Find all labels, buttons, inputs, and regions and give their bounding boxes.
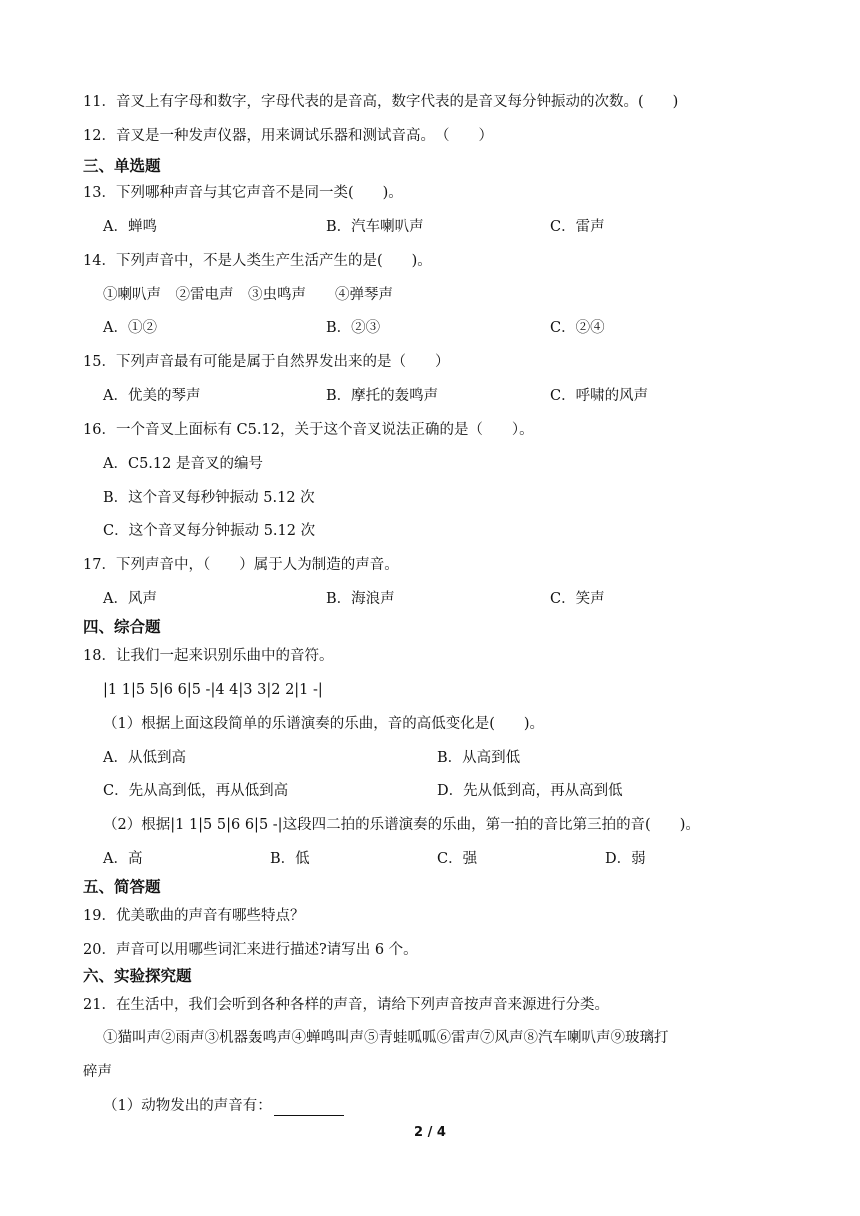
q16-option-a: A．C5.12 是音叉的编号: [103, 456, 263, 472]
q18-2-option-b: B．低: [270, 851, 310, 867]
question-14: 14．下列声音中，不是人类生产生活产生的是( )。: [83, 253, 432, 269]
answer-blank[interactable]: [274, 1099, 344, 1116]
question-12: 12．音叉是一种发声仪器，用来调试乐器和测试音高。 （ ）: [83, 128, 493, 144]
question-15: 15．下列声音最有可能是属于自然界发出来的是（ ）: [83, 354, 450, 370]
q14-option-c: C．②④: [550, 320, 605, 336]
question-18: 18．让我们一起来识别乐曲中的音符。: [83, 648, 334, 664]
q21-sub-question-1: [103, 1096, 344, 1116]
q14-option-b: B．②③: [326, 320, 381, 336]
question-11: 11．音叉上有字母和数字，字母代表的是音高，数字代表的是音叉每分钟振动的次数。( ): [83, 94, 679, 110]
q15-option-c: C．呼啸的风声: [550, 388, 649, 404]
q18-1-option-b: B．从高到低: [437, 750, 521, 766]
page-number: 2 / 4: [414, 1125, 446, 1140]
q17-option-b: B．海浪声: [326, 591, 395, 607]
question-21: 21．在生活中，我们会听到各种各样的声音，请给下列声音按声音来源进行分类。: [83, 997, 609, 1013]
section-heading-short-answer: 五、简答题: [83, 878, 161, 896]
q14-items: ①喇叭声 ②雷电声 ③虫鸣声 ④弹琴声: [103, 287, 393, 303]
q17-option-a: A．风声: [103, 591, 157, 607]
q13-option-b: B．汽车喇叭声: [326, 219, 424, 235]
q13-option-c: C．雷声: [550, 219, 605, 235]
question-13: 13．下列哪种声音与其它声音不是同一类( )。: [83, 185, 403, 201]
q15-option-b: B．摩托的轰鸣声: [326, 388, 439, 404]
question-19: 19．优美歌曲的声音有哪些特点？: [83, 908, 305, 924]
q21-1-text: （1）动物发出的声音有：: [103, 1098, 272, 1114]
question-20: 20．声音可以用哪些词汇来进行描述?请写出 6 个。: [83, 942, 418, 958]
section-heading-single-choice: 三、单选题: [83, 157, 161, 175]
q18-sub-question-2: （2）根据|1 1|5 5|6 6|5 -|这段四二拍的乐谱演奏的乐曲，第一拍的音比第三拍的音( )。: [103, 817, 700, 833]
q18-1-option-a: A．从低到高: [103, 750, 186, 766]
question-17: 17．下列声音中，（ ）属于人为制造的声音。: [83, 557, 399, 573]
question-16: 16．一个音叉上面标有 C5.12，关于这个音叉说法正确的是（ ）。: [83, 422, 534, 438]
q18-sub-question-1: （1）根据上面这段简单的乐谱演奏的乐曲，音的高低变化是( )。: [103, 716, 545, 732]
q17-option-c: C．笑声: [550, 591, 605, 607]
q13-option-a: A．蝉鸣: [103, 219, 157, 235]
section-heading-comprehensive: 四、综合题: [83, 618, 161, 636]
q18-1-option-d: D．先从低到高，再从高到低: [437, 783, 623, 799]
q18-2-option-d: D．弱: [605, 851, 646, 867]
q21-sound-list-continued: 碎声: [83, 1064, 112, 1080]
q21-sound-list: ①猫叫声②雨声③机器轰鸣声④蝉鸣叫声⑤青蛙呱呱⑥雷声⑦风声⑧汽车喇叭声⑨玻璃打: [103, 1030, 669, 1046]
q15-option-a: A．优美的琴声: [103, 388, 201, 404]
q18-2-option-a: A．高: [103, 851, 143, 867]
q18-1-option-c: C．先从高到低，再从低到高: [103, 783, 289, 799]
q14-option-a: A．①②: [103, 320, 157, 336]
q16-option-b: B．这个音叉每秒钟振动 5.12 次: [103, 490, 315, 506]
q18-music-score: |1 1|5 5|6 6|5 -|4 4|3 3|2 2|1 -|: [103, 682, 323, 698]
q16-option-c: C．这个音叉每分钟振动 5.12 次: [103, 523, 316, 539]
section-heading-experiment: 六、实验探究题: [83, 967, 192, 985]
q18-2-option-c: C．强: [437, 851, 478, 867]
